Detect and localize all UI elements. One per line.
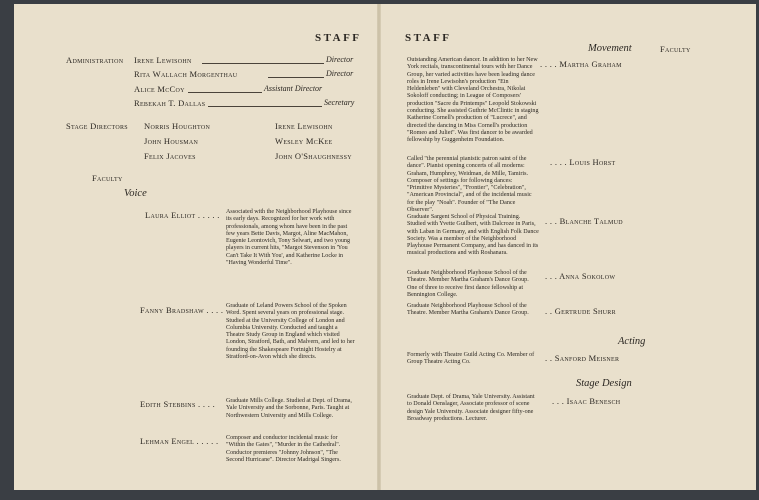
dot-leader: . . . (545, 271, 558, 281)
stage-director-name: Norris Houghton (144, 121, 211, 131)
faculty-description: Graduate of Leland Powers School of the Spoken Word. Spent several years on professional stage. Studied at the University College of London and Columbia University. Conducted and taught a Theatre Study Group in England which visited London, Stratford, Bath, and Malvern, and led to her founding the Shakespeare Fortnight Hostelry at Stratford-on-Avon which she directs. (226, 303, 355, 361)
faculty-name-text: Lehman Engel (140, 436, 195, 446)
faculty-name (550, 157, 616, 167)
dot-leader: . . . (545, 216, 558, 226)
faculty-name-text: Gertrude Shurr (554, 306, 616, 316)
faculty-name-text: Edith Stebbins (140, 399, 196, 409)
admin-title: Director (326, 55, 354, 64)
faculty-description: Formerly with Theatre Guild Acting Co. Member of Group Theatre Acting Co. (407, 352, 535, 366)
admin-title: Secretary (324, 98, 355, 107)
faculty-label: Faculty (92, 173, 123, 183)
stage-director-name: John Housman (144, 136, 199, 146)
dot-leader: . . . . (198, 399, 215, 409)
admin-title: Assistant Director (264, 84, 323, 93)
dot-leader: . . . . (206, 305, 224, 315)
faculty-description: Composer and conductor incidental music for "Within the Gates", "Murder in the Cathedral". Conductor premieres "Johnny Johnson", "The Second Hurricane". Director Madrigal Singers. (226, 435, 341, 463)
faculty-name (140, 305, 223, 315)
faculty-description: Called "the perennial pianistic patron saint of the dance". Pianist opening concerts of all moderns: Graham, Humphrey, Weidman, de Mille, Tamiris. Composer of settings for following dances: "Primitive Mysteries", "Frontier", "Celebration", "American Provincial", and of the incidental music for the play "Noah". Founder of "The Dance Observer". (407, 156, 532, 214)
left-page-heading: STAFF (315, 32, 362, 44)
faculty-name (545, 216, 623, 226)
page-gutter (377, 4, 381, 490)
admin-name: Irene Lewisohn (134, 55, 192, 65)
dot-leader: . . . . (540, 59, 557, 69)
faculty-name-text: Fanny Bradshaw (140, 305, 204, 315)
faculty-name (140, 436, 218, 446)
admin-name: Alice McCoy (134, 84, 185, 94)
faculty-description: Outstanding American dancer. In addition to her New York recitals, transcontinental tours with her Dance Group, her varied activities have been leading dance roles in Irene Lewisohn's production "Ein Heldenleben" with Cleveland Orchestra, Nikolai Sokoloff conducting; in League of Composers' production "Sacre du Printemps" Leopold Stokowski conducting. She assisted Guthrie McClintic in staging Katherine Cornell's production of "Lucrece", and directed the dancing in Miss Cornell's production "Romeo and Juliet". Was first dancer to be awarded fellowship by Guggenheim Foundation. (407, 57, 539, 144)
faculty-name-text: Martha Graham (559, 59, 622, 69)
stage-director-name: John O'Shaughnessy (275, 151, 352, 161)
dot-leader: . . . . . (196, 436, 219, 446)
faculty-description: Graduate Neighborhood Playhouse School of the Theatre. Member Martha Graham's Dance Group. (407, 303, 529, 317)
faculty-name (545, 271, 615, 281)
faculty-name (545, 306, 616, 316)
faculty-description: Graduate Neighborhood Playhouse School of the Theatre. Member Martha Graham's Dance Group. One of three to receive first dance fellowship at Bennington College. (407, 270, 529, 298)
faculty-name-text: Louis Horst (569, 157, 616, 167)
stage-directors-label: Stage Directors (66, 121, 128, 131)
admin-rule (188, 92, 262, 93)
stage-director-name: Wesley McKee (275, 136, 333, 146)
admin-name: Rita Wallach Morgenthau (134, 69, 238, 79)
dot-leader: . . . . (550, 157, 567, 167)
administration-label: Administration (66, 55, 124, 65)
faculty-name-text: Laura Elliot (145, 210, 196, 220)
faculty-name (540, 59, 622, 69)
stage-design-heading: Stage Design (576, 378, 632, 389)
faculty-name (552, 396, 620, 406)
program-spread (14, 4, 756, 490)
admin-rule (268, 77, 324, 78)
faculty-name (145, 210, 220, 220)
admin-rule (208, 106, 322, 107)
right-page-heading: STAFF (405, 32, 452, 44)
faculty-name (140, 399, 215, 409)
faculty-name-text: Blanche Talmud (559, 216, 623, 226)
dot-leader: . . (545, 306, 553, 316)
voice-heading: Voice (124, 188, 147, 199)
admin-title: Director (326, 69, 354, 78)
faculty-description: Graduate Mills College. Studied at Dept. of Drama, Yale University and the Sorbonne, Paris. Taught at Northwestern University and Mills College. (226, 398, 352, 419)
movement-heading: Movement (588, 43, 632, 54)
dot-leader: . . . (552, 396, 565, 406)
faculty-name-text: Sanford Meisner (554, 353, 620, 363)
acting-heading: Acting (618, 336, 646, 347)
faculty-description: Graduate Dept. of Drama, Yale University. Assistant to Donald Oenslager, Associate professor of scene design Yale University. Associate designer fifty-one Broadway productions. Lecturer. (407, 394, 535, 422)
faculty-name (545, 353, 619, 363)
dot-leader: . . (545, 353, 553, 363)
stage-director-name: Felix Jacoves (144, 151, 196, 161)
faculty-label-right: Faculty (660, 44, 691, 54)
dot-leader: . . . . . (197, 210, 220, 220)
faculty-description: Graduate Sargent School of Physical Training. Studied with Yvette Guilbert, with Dalcroze in Paris, with Laban in Germany, and with English Folk Dance Society. Was a member of the Neighborhood Playhouse Permanent Company, and has danced in its musical productions and with Roshanara. (407, 214, 539, 257)
faculty-description: Associated with the Neighborhood Playhouse since its early days. Recognized for her work with professionals, among whom have been in the past few years Bette Davis, Margot, Aline MacMahon, Eugenie Leontovich, Tony Selwart, and two young players in current hits, "Margot Stevenson in 'You Can't Take It With You', and Katherine Locke in "Having Wonderful Time". (226, 209, 352, 267)
admin-rule (202, 63, 324, 64)
stage-director-name: Irene Lewisohn (275, 121, 333, 131)
faculty-name-text: Anna Sokolow (559, 271, 616, 281)
faculty-name-text: Isaac Benesch (566, 396, 621, 406)
admin-name: Rebekah T. Dallas (134, 98, 206, 108)
